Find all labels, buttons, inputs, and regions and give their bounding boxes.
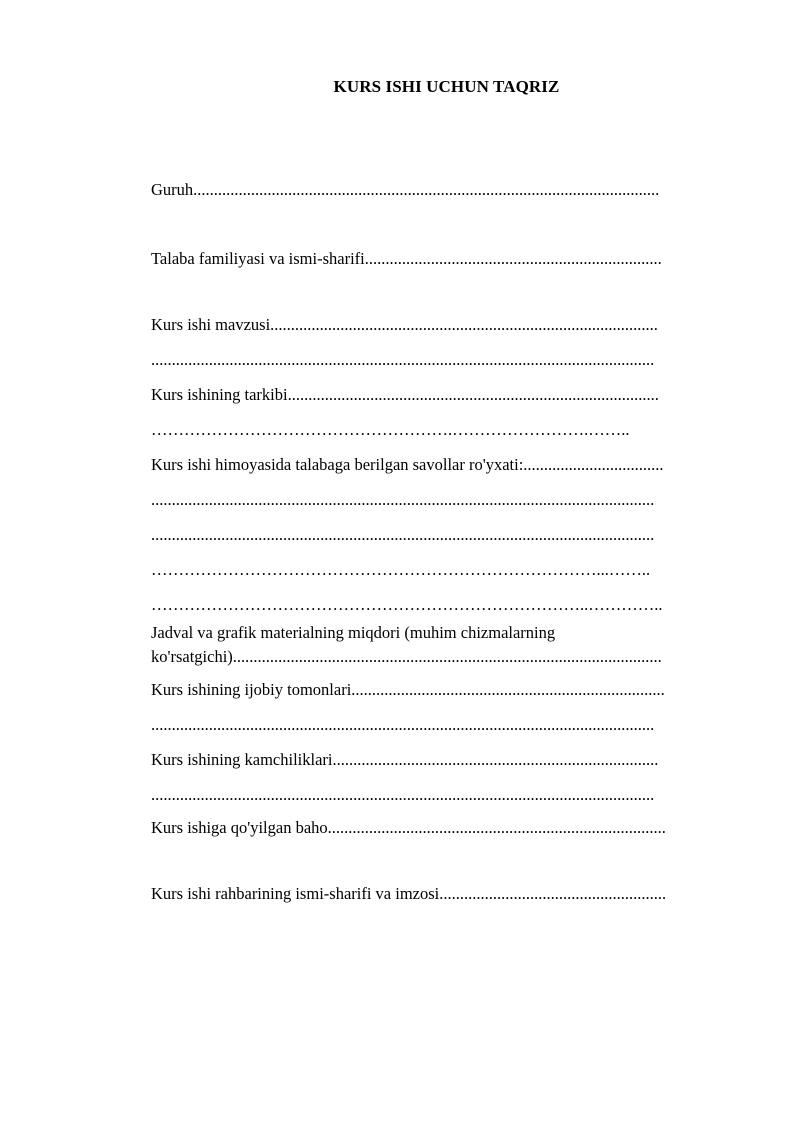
supervisor-signature-field: Kurs ishi rahbarining ismi-sharifi va imzosi....................................................... [151, 884, 667, 903]
materials-label: Jadval va grafik materialning miqdori (muhim chizmalarning [151, 623, 556, 642]
topic-continuation-line: .......................................................................................................................... [151, 350, 655, 369]
positive-aspects-field: Kurs ishining ijobiy tomonlari............................................................................ [151, 680, 665, 699]
questions-line-1: .......................................................................................................................... [151, 490, 655, 509]
structure-continuation-line: ……………………………………………….…………………….…….. [151, 420, 630, 439]
questions-line-3: ………………………………………………………………………...…….. [151, 560, 651, 579]
grade-field: Kurs ishiga qo'yilgan baho.................................................................................. [151, 818, 666, 837]
page-title: KURS ISHI UCHUN TAQRIZ [333, 77, 560, 96]
topic-field: Kurs ishi mavzusi.............................................................................................. [151, 315, 658, 334]
questions-line-2: .......................................................................................................................... [151, 525, 655, 544]
positive-aspects-line: .......................................................................................................................... [151, 715, 655, 734]
materials-field: ko'rsatgichi)........................................................................................................ [151, 647, 662, 666]
student-name-field: Talaba familiyasi va ismi-sharifi........................................................................ [151, 249, 662, 268]
shortcomings-line: .......................................................................................................................... [151, 785, 655, 804]
questions-field: Kurs ishi himoyasida talabaga berilgan savollar ro'yxati:.................................. [151, 455, 664, 474]
shortcomings-field: Kurs ishining kamchiliklari............................................................................... [151, 750, 659, 769]
questions-line-4: ……………………………………………………………………..………….. [151, 595, 663, 614]
structure-field: Kurs ishining tarkibi.......................................................................................... [151, 385, 659, 404]
guruh-field: Guruh................................................................................................................. [151, 180, 660, 199]
